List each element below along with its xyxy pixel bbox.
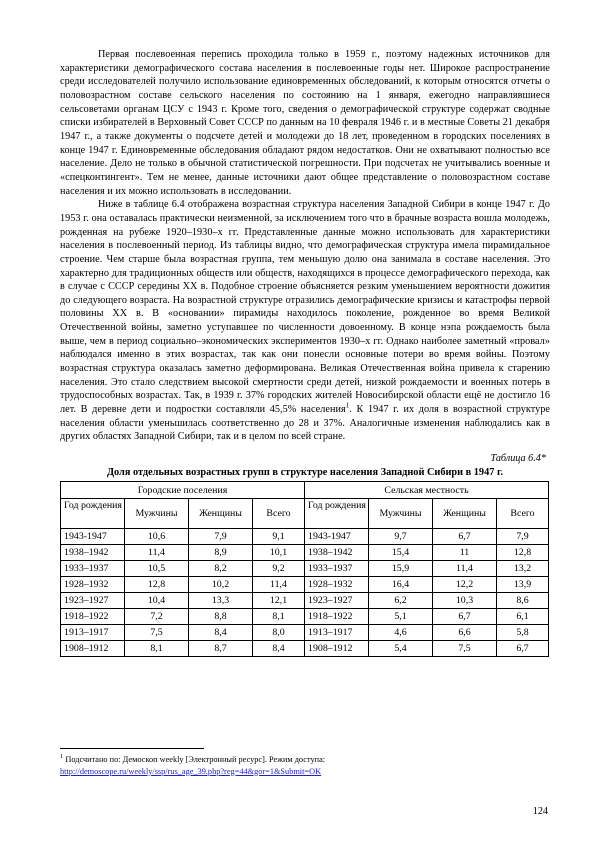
table-caption-number: Таблица 6.4* xyxy=(490,453,546,465)
cell-value: 8,9 xyxy=(189,545,253,561)
cell-value: 10,2 xyxy=(189,577,253,593)
footnote-text xyxy=(60,754,550,777)
cell-value: 6,2 xyxy=(369,593,433,609)
cell-birth-year: 1913–1917 xyxy=(305,625,369,641)
cell-value: 6,7 xyxy=(497,641,549,657)
table-row xyxy=(61,529,549,545)
cell-birth-year: 1908–1912 xyxy=(61,641,125,657)
age-structure-table xyxy=(60,481,549,657)
cell-value: 7,9 xyxy=(189,529,253,545)
cell-value: 5,4 xyxy=(369,641,433,657)
cell-value: 11,4 xyxy=(125,545,189,561)
footnote-area xyxy=(60,748,550,777)
cell-value: 8,1 xyxy=(253,609,305,625)
col-header-urban-total: Всего xyxy=(253,499,305,529)
cell-value: 8,1 xyxy=(125,641,189,657)
cell-value: 12,2 xyxy=(433,577,497,593)
cell-value: 7,5 xyxy=(125,625,189,641)
cell-value: 16,4 xyxy=(369,577,433,593)
cell-value: 9,2 xyxy=(253,561,305,577)
cell-value: 7,9 xyxy=(497,529,549,545)
cell-value: 12,8 xyxy=(497,545,549,561)
table-row xyxy=(61,545,549,561)
cell-birth-year: 1933–1937 xyxy=(305,561,369,577)
cell-value: 11 xyxy=(433,545,497,561)
table-body xyxy=(61,529,549,657)
page-number: 124 xyxy=(532,806,548,817)
col-header-rural-birthyear: Год рождения xyxy=(305,499,369,529)
cell-value: 15,4 xyxy=(369,545,433,561)
footnote-body: Подсчитано по: Демоскоп weekly [Электронный ресурс]. Режим доступа: xyxy=(65,755,326,764)
cell-value: 8,4 xyxy=(253,641,305,657)
cell-value: 9,7 xyxy=(369,529,433,545)
cell-value: 10,4 xyxy=(125,593,189,609)
col-header-urban-birthyear: Год рождения xyxy=(61,499,125,529)
cell-birth-year: 1933–1937 xyxy=(61,561,125,577)
cell-value: 6,7 xyxy=(433,609,497,625)
paragraph-2 xyxy=(60,198,550,444)
table-column-header-row xyxy=(61,499,549,529)
paragraph-2-main: Ниже в таблице 6.4 отображена возрастная структура населения Западной Сибири в конце 1947 г. До 1953 г. она оставалась практически неизменной, за исключением того что в брачные возраста вошла молодежь, рожденная на рубеже 1920–1930–х гг. Представленные данные можно использовать для характеристики населения в послевоенный период. Из таблицы видно, что демографическая структура имела пирамидальное строение. Чем старше была возрастная группа, тем меньшую долю она занимала в составе населения. Это характерно для традиционных обществ или обществ, находящихся в процессе демографического перехода, как в случае с СССР середины XX в. Подобное строение объясняется резким уменьшением вероятности дожития до следующего возраста. На возрастной структуре отразились демографические кризисы и катастрофы первой половины XX в. В «основании» пирамиды находилось поколение, рожденное во время Великой Отечественной войны, заметно уступавшее по численности довоенному. В конце нэпа рождаемость была выше, чем в период социально–экономических экспериментов 1930–х гг. Однако наиболее заметный «провал» наблюдался именно в этих возрастах, так как они понесли основные потери во время войны. Поэтому возрастная структура оказалась заметно деформирована. Великая Отечественная война привела к старению населения. Это стало следствием высокой смертности среди детей, низкой рождаемости и военных потерь в трудоспособных возрастах. Так, в 1939 г. 37% городских жителей Новосибирской области ещё не достигло 16 лет. В деревне дети и подростки составляли 45,5% населения xyxy=(60,199,550,416)
cell-value: 4,6 xyxy=(369,625,433,641)
cell-value: 12,8 xyxy=(125,577,189,593)
group-header-rural: Сельская местность xyxy=(305,482,549,499)
cell-value: 8,8 xyxy=(189,609,253,625)
footnote-url-link[interactable]: http://demoscope.ru/weekly/ssp/rus_age_39.php?reg=44&gor=1&Submit=OK xyxy=(60,766,322,776)
cell-value: 7,5 xyxy=(433,641,497,657)
cell-value: 7,2 xyxy=(125,609,189,625)
cell-value: 9,1 xyxy=(253,529,305,545)
cell-value: 13,3 xyxy=(189,593,253,609)
table-group-header-row xyxy=(61,482,549,499)
cell-birth-year: 1943-1947 xyxy=(61,529,125,545)
cell-value: 11,4 xyxy=(253,577,305,593)
cell-value: 5,8 xyxy=(497,625,549,641)
cell-birth-year: 1908–1912 xyxy=(305,641,369,657)
col-header-urban-women: Женщины xyxy=(189,499,253,529)
cell-value: 10,1 xyxy=(253,545,305,561)
footnote-reference[interactable]: 1 xyxy=(345,401,350,410)
cell-value: 6,7 xyxy=(433,529,497,545)
cell-value: 8,0 xyxy=(253,625,305,641)
cell-value: 15,9 xyxy=(369,561,433,577)
footnote-separator xyxy=(60,748,204,749)
cell-value: 13,9 xyxy=(497,577,549,593)
cell-birth-year: 1913–1917 xyxy=(61,625,125,641)
cell-birth-year: 1928–1932 xyxy=(61,577,125,593)
cell-value: 8,6 xyxy=(497,593,549,609)
table-row xyxy=(61,609,549,625)
table-title: Доля отдельных возрастных групп в структуре населения Западной Сибири в 1947 г. xyxy=(106,467,504,479)
cell-value: 10,3 xyxy=(433,593,497,609)
page-content xyxy=(60,48,550,657)
col-header-rural-men: Мужчины xyxy=(369,499,433,529)
col-header-urban-men: Мужчины xyxy=(125,499,189,529)
cell-birth-year: 1938–1942 xyxy=(61,545,125,561)
table-row xyxy=(61,577,549,593)
cell-value: 6,6 xyxy=(433,625,497,641)
col-header-rural-total: Всего xyxy=(497,499,549,529)
cell-value: 5,1 xyxy=(369,609,433,625)
cell-value: 8,2 xyxy=(189,561,253,577)
cell-value: 10,6 xyxy=(125,529,189,545)
table-row xyxy=(61,561,549,577)
cell-birth-year: 1918–1922 xyxy=(61,609,125,625)
table-row xyxy=(61,625,549,641)
cell-value: 13,2 xyxy=(497,561,549,577)
cell-birth-year: 1943-1947 xyxy=(305,529,369,545)
cell-birth-year: 1928–1932 xyxy=(305,577,369,593)
table-row xyxy=(61,593,549,609)
cell-value: 11,4 xyxy=(433,561,497,577)
cell-value: 8,4 xyxy=(189,625,253,641)
paragraph-2-tail: . К 1947 г. их доля в возрастной структуре населения области уменьшилась соответственно до 28 и 37%. Аналогичные изменения наблюдались как в других областях Западной Сибири, так и в целом по всей стране. xyxy=(60,404,550,443)
col-header-rural-women: Женщины xyxy=(433,499,497,529)
paragraph-1: Первая послевоенная перепись проходила только в 1959 г., поэтому надежных источников для характеристики демографического состава населения в послевоенные годы нет. Широкое распространение среди исследователей получило использование единовременных обследований, к которым относятся отчеты о половозрастном составе сельского населения по состоянию на 1 января, ежегодно направлявшиеся сельсоветами органам ЦСУ с 1943 г. Кроме того, сведения о демографической структуре содержат сводные списки избирателей в Верховный Совет СССР по данным на 10 февраля 1946 г. и в местные Советы 21 декабря 1947 г., а также документы о подсчете детей и молодежи до 18 лет, проведенном в городских поселениях в конце 1947 г. Единовременные обследования обладают рядом недостатков. Они не охватывают полностью все население. Дело не только в обычной статистической погрешности. При подсчетах не учитывались военные и «спецконтингент». Тем не менее, данные источники дают общее представление о половозрастном составе населения и их можно использовать в исследовании. xyxy=(60,49,550,197)
table-row xyxy=(61,641,549,657)
cell-value: 6,1 xyxy=(497,609,549,625)
cell-value: 8,7 xyxy=(189,641,253,657)
group-header-urban: Городские поселения xyxy=(61,482,305,499)
footnote-marker: 1 xyxy=(60,753,64,761)
cell-birth-year: 1938–1942 xyxy=(305,545,369,561)
cell-birth-year: 1918–1922 xyxy=(305,609,369,625)
cell-value: 10,5 xyxy=(125,561,189,577)
cell-value: 12,1 xyxy=(253,593,305,609)
cell-birth-year: 1923–1927 xyxy=(305,593,369,609)
cell-birth-year: 1923–1927 xyxy=(61,593,125,609)
